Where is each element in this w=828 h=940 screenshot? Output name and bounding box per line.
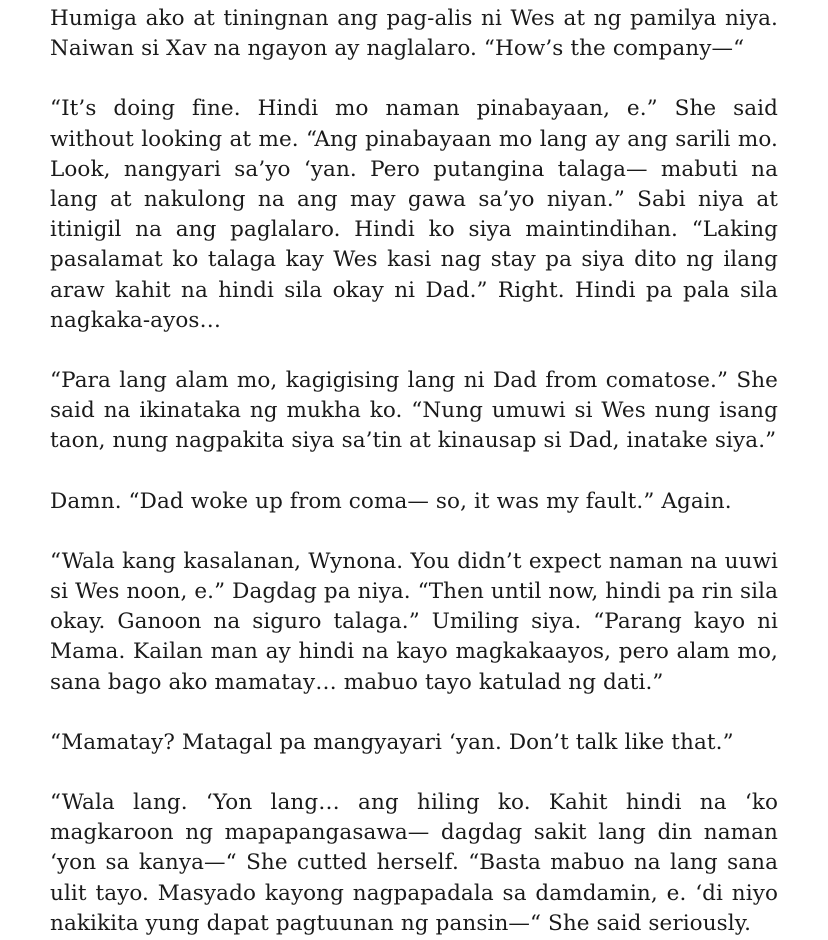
paragraph: “Para lang alam mo, kagigising lang ni Dad from comatose.” She said na ikinataka ng mukha ko. “Nung umuwi si Wes nung isang taon, nung nagpakita siya sa’tin at kinausap si Dad, inatake siya.” — [50, 368, 778, 454]
paragraph: “It’s doing fine. Hindi mo naman pinabayaan, e.” She said without looking at me. “Ang pinabayaan mo lang ay ang sarili mo. Look, nangyari sa’yo ‘yan. Pero putangina talaga— mabuti na lang at nakulong na ang may gawa sa’yo niyan.” Sabi niya at itinigil na ang paglalaro. Hindi ko siya maintindihan. “Laking pasalamat ko talaga kay Wes kasi nag stay pa siya dito ng ilang araw kahit na hindi sila okay ni Dad.” Right. Hindi pa pala sila nagkaka-ayos… — [50, 96, 778, 333]
paragraph: Damn. “Dad woke up from coma— so, it was my fault.” Again. — [50, 488, 732, 514]
paragraph: “Wala lang. ‘Yon lang… ang hiling ko. Kahit hindi na ‘ko magkaroon ng mapapangasawa— dagdag sakit lang din naman ‘yon sa kanya—“ She cutted herself. “Basta mabuo na lang sana ulit tayo. Masyado kayong nagpapadala sa damdamin, e. ‘di niyo nakikita yung dapat pagtuunan ng pansin—“ She said seriously. — [50, 790, 778, 936]
paragraph: “Mamatay? Matagal pa mangyayari ‘yan. Don’t talk like that.” — [50, 729, 734, 755]
paragraph: Humiga ako at tiningnan ang pag-alis ni Wes at ng pamilya niya. Naiwan si Xav na ngayon ay naglalaro. “How’s the company—“ — [50, 6, 778, 62]
paragraph: “Wala kang kasalanan, Wynona. You didn’t expect naman na uuwi si Wes noon, e.” Dagdag pa niya. “Then until now, hindi pa rin sila okay. Ganoon na siguro talaga.” Umiling siya. “Parang kayo ni Mama. Kailan man ay hindi na kayo magkakaayos, pero alam mo, sana bago ako mamatay… mabuo tayo katulad ng dati.” — [50, 548, 778, 695]
document-body — [50, 4, 778, 939]
